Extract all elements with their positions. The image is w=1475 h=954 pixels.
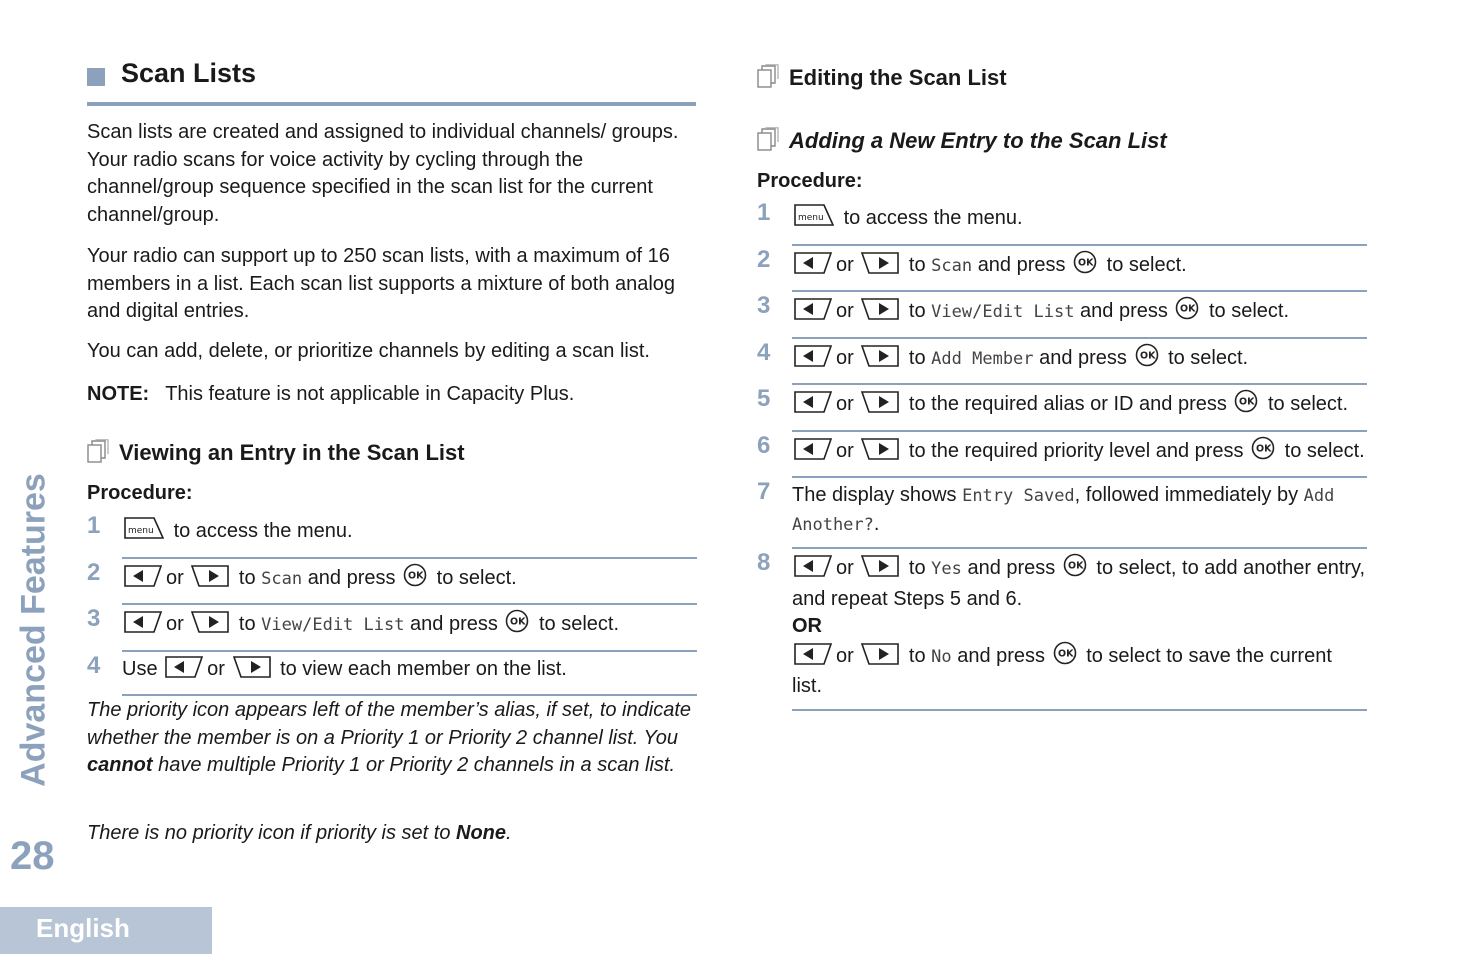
step-text: to access the menu. <box>173 520 353 542</box>
right-arrow-key-icon <box>861 391 899 422</box>
language-tab <box>0 907 212 954</box>
section-heading <box>87 58 696 106</box>
ok-key-icon <box>403 563 427 596</box>
left-arrow-key-icon <box>794 345 832 376</box>
side-tab-label: Advanced Features <box>14 473 53 787</box>
left-arrow-key-icon <box>794 555 832 586</box>
subsection-title: Editing the Scan List <box>789 65 1007 90</box>
right-arrow-key-icon <box>861 298 899 329</box>
right-arrow-key-icon <box>191 565 229 596</box>
svg-text:OK: OK <box>1057 648 1074 659</box>
procedure-label: Procedure: <box>87 482 193 504</box>
step-number: 3 <box>757 292 771 319</box>
step-3: 3 or to View/Edit List and press OK to select. <box>757 292 1367 339</box>
display-text: Scan <box>261 568 303 589</box>
display-text: Scan <box>931 255 973 276</box>
svg-text:OK: OK <box>1139 350 1155 361</box>
step-4: 4 or to Add Member and press OK to select. <box>757 339 1367 386</box>
procedure-label: Procedure: <box>757 170 863 192</box>
document-stack-icon <box>87 439 109 469</box>
step-5: 5 or to the required alias or ID and press OK to select. <box>757 385 1367 432</box>
left-arrow-key-icon <box>794 298 832 329</box>
step-number: 3 <box>87 605 101 632</box>
step-4: 4 Use or to view each member on the list. <box>87 652 697 697</box>
step-number: 4 <box>757 338 771 366</box>
step-option-yes: or to Yes and press OK to select, to add another entry, and repeat Steps 5 and 6. <box>792 553 1367 613</box>
step-8 <box>757 549 1367 711</box>
left-arrow-key-icon <box>794 438 832 469</box>
step-number: 1 <box>87 512 101 539</box>
left-arrow-key-icon <box>794 391 832 422</box>
subsection-heading-editing <box>757 64 1007 94</box>
step-text: to access the menu. <box>843 207 1023 229</box>
menu-key-icon <box>794 203 834 236</box>
svg-text:OK: OK <box>1239 396 1255 408</box>
right-arrow-key-icon <box>861 438 899 469</box>
note-label: NOTE: <box>87 383 150 405</box>
left-arrow-key-icon <box>794 252 832 283</box>
or-label: OR <box>792 615 822 637</box>
section-title: Scan Lists <box>121 58 257 88</box>
step-7: 7 The display shows Entry Saved, followed immediately by Add Another?. <box>757 478 1367 549</box>
intro-paragraph-3: You can add, delete, or prioritize channels by editing a scan list. <box>87 340 650 362</box>
step-2: 2 or to Scan and press OK to select. <box>757 246 1367 293</box>
step-6: 6 or to the required priority level and press OK to select. <box>757 432 1367 479</box>
svg-text:menu: menu <box>128 526 154 536</box>
right-arrow-key-icon <box>191 611 229 642</box>
svg-text:menu: menu <box>798 213 824 223</box>
subsection-heading-adding <box>757 127 1167 157</box>
left-arrow-key-icon <box>794 643 832 674</box>
display-text: Add Member <box>931 348 1034 369</box>
right-arrow-key-icon <box>861 345 899 376</box>
ok-key-icon <box>1234 389 1258 422</box>
ok-key-icon <box>1063 553 1087 586</box>
svg-text:OK: OK <box>1180 303 1196 315</box>
step-number: 6 <box>757 431 771 459</box>
intro-paragraph-1: Scan lists are created and assigned to individual channels/ groups. Your radio scans for voice activity by cycling through the channel/group sequence specified in the scan list for the current channel/group. <box>87 121 679 226</box>
right-arrow-key-icon <box>861 252 899 283</box>
document-stack-icon <box>757 127 779 157</box>
step-number: 8 <box>757 549 771 576</box>
display-text: Yes <box>931 559 962 579</box>
svg-text:OK: OK <box>1256 443 1272 454</box>
left-arrow-key-icon <box>124 565 162 596</box>
procedure-steps-left <box>87 512 697 696</box>
note <box>87 383 574 406</box>
note-text: This feature is not applicable in Capacity Plus. <box>165 383 575 405</box>
ok-key-icon <box>1053 641 1077 674</box>
step-number: 4 <box>87 651 101 679</box>
ok-key-icon <box>1135 343 1159 376</box>
step-number: 7 <box>757 478 771 505</box>
svg-text:OK: OK <box>408 570 424 581</box>
step-number: 1 <box>757 199 771 226</box>
ok-key-icon <box>505 609 529 642</box>
step-number: 2 <box>87 558 101 586</box>
step-1 <box>87 512 697 559</box>
right-arrow-key-icon <box>233 656 271 687</box>
side-tab <box>8 470 60 790</box>
priority-note-paragraph: The priority icon appears left of the member’s alias, if set, to indicate whether the member is on a Priority 1 or Priority 2 channel list. You cannot have multiple Priority 1 or Priority 2 channels in a scan list. <box>87 699 691 776</box>
step-1 <box>757 199 1367 246</box>
procedure-steps-right <box>757 199 1367 711</box>
step-number: 2 <box>757 245 771 273</box>
subsection-title: Adding a New Entry to the Scan List <box>789 128 1167 153</box>
step-3: 3 or to View/Edit List and press OK to select. <box>87 605 697 652</box>
svg-text:OK: OK <box>1067 560 1084 572</box>
display-text: View/Edit List <box>261 615 405 635</box>
left-arrow-key-icon <box>165 656 203 687</box>
menu-key-icon <box>124 516 164 549</box>
step-option-no: or to No and press OK to select to save the current list. <box>792 641 1367 701</box>
ok-key-icon <box>1251 436 1275 469</box>
document-stack-icon <box>757 64 779 94</box>
svg-text:OK: OK <box>510 616 526 628</box>
left-arrow-key-icon <box>124 611 162 642</box>
display-text: Entry Saved <box>962 486 1075 506</box>
step-2: 2 or to Scan and press OK to select. <box>87 559 697 606</box>
ok-key-icon <box>1073 250 1097 283</box>
display-text: View/Edit List <box>931 302 1075 322</box>
language-label: English <box>36 913 130 943</box>
svg-text:OK: OK <box>1078 257 1094 268</box>
intro-paragraph-2: Your radio can support up to 250 scan lists, with a maximum of 16 members in a list. Each scan list supports a mixture of both analog and digital entries. <box>87 245 676 322</box>
no-priority-paragraph: There is no priority icon if priority is set to None. <box>87 822 512 844</box>
subsection-title: Viewing an Entry in the Scan List <box>119 440 465 465</box>
square-bullet-icon <box>87 68 105 86</box>
page-number: 28 <box>10 834 55 878</box>
right-arrow-key-icon <box>861 643 899 674</box>
right-arrow-key-icon <box>861 555 899 586</box>
display-text: Add Another? <box>792 486 1335 535</box>
ok-key-icon <box>1175 296 1199 329</box>
display-text: No <box>931 646 952 667</box>
subsection-heading-viewing <box>87 439 465 469</box>
step-number: 5 <box>757 385 771 412</box>
